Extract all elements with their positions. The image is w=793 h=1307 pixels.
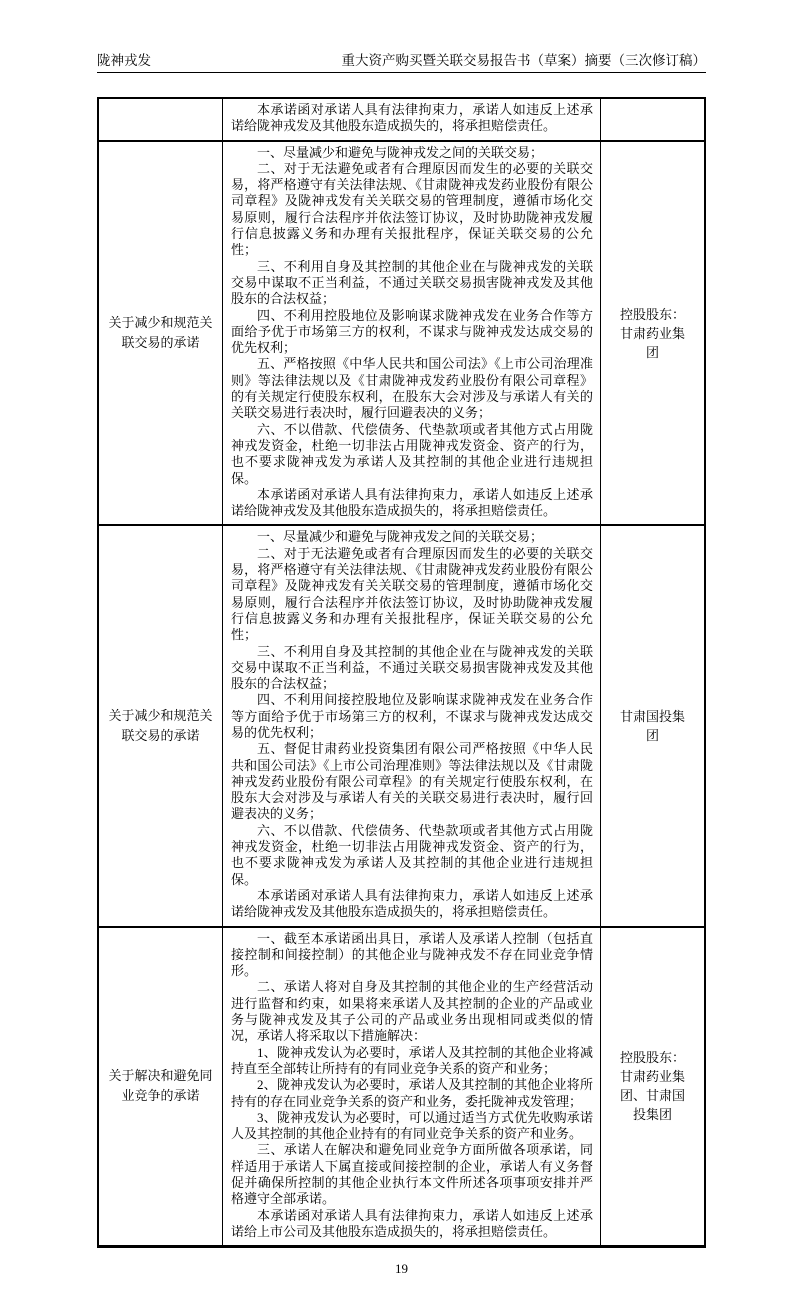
party-line: 控股股东： — [619, 1050, 685, 1066]
commitment-paragraph: 一、截至本承诺函出具日，承诺人及承诺人控制（包括直接控制和间接控制）的其他企业与陇神戎发不存在同业竞争情形。 — [231, 930, 593, 979]
commitment-content-cell — [223, 142, 600, 525]
table-row — [99, 140, 704, 525]
commitment-paragraph: 1、陇神戎发认为必要时，承诺人及其控制的其他企业将减持直至全部转让所持有的有同业竞争关系的资产和业务； — [231, 1044, 593, 1076]
commitment-party-cell — [600, 142, 704, 525]
commitment-title: 关于解决和避免同业竞争的承诺 — [108, 1068, 213, 1104]
commitment-paragraph: 三、不利用自身及其控制的其他企业在与陇神戎发的关联交易中谋取不正当利益，不通过关联交易损害陇神戎发及其他股东的合法权益； — [231, 643, 593, 692]
commitment-paragraph: 五、督促甘肃药业投资集团有限公司严格按照《中华人民共和国公司法》《上市公司治理准则》等法律法规以及《甘肃陇神戎发药业股份有限公司章程》的有关规定行使股东权利，在股东大会对涉及与承诺人有关的关联交易进行表决时，履行回避表决的义务； — [231, 741, 593, 822]
commitment-paragraph: 2、陇神戎发认为必要时，承诺人及其控制的其他企业将所持有的存在同业竞争关系的资产和业务，委托陇神戎发管理； — [231, 1077, 593, 1109]
commitment-content-cell — [223, 526, 600, 925]
commitment-paragraph: 四、不利用间接控股地位及影响谋求陇神戎发在业务合作等方面给予优于市场第三方的权利，不谋求与陇神戎发达成交易的优先权利； — [231, 692, 593, 740]
party-line: 团 — [645, 727, 659, 743]
table-row — [99, 926, 704, 1246]
party-line: 控股股东： — [619, 306, 685, 322]
commitment-title-cell — [99, 928, 223, 1246]
commitment-paragraph: 一、尽量减少和避免与陇神戎发之间的关联交易； — [257, 144, 544, 160]
commitment-paragraph: 四、不利用控股地位及影响谋求陇神戎发在业务合作等方面给予优于市场第三方的权利，不谋求与陇神戎发达成交易的优先权利； — [231, 307, 593, 356]
commitment-title: 关于减少和规范关联交易的承诺 — [108, 707, 213, 743]
party-line: 团 — [645, 344, 659, 360]
commitment-paragraph: 3、陇神戎发认为必要时，可以通过适当方式优先收购承诺人及其控制的其他企业持有的有同业竞争关系的资产和业务。 — [231, 1109, 593, 1142]
commitment-paragraph: 六、不以借款、代偿债务、代垫款项或者其他方式占用陇神戎发资金，杜绝一切非法占用陇神戎发资金、资产的行为，也不要求陇神戎发为承诺人及其控制的其他企业进行违规担保。 — [231, 421, 593, 486]
party-line: 甘肃药业集 — [619, 1069, 685, 1085]
commitment-paragraph: 二、对于无法避免或者有合理原因而发生的必要的关联交易，将严格遵守有关法律法规、《甘肃陇神戎发药业股份有限公司章程》及陇神戎发有关关联交易的管理制度，遵循市场化交易原则，履行合法程序并依法签订协议，及时协助陇神戎发履行信息披露义务和办理有关报批程序，保证关联交易的公允性； — [231, 545, 593, 643]
commitment-paragraph: 六、不以借款、代偿债务、代垫款项或者其他方式占用陇神戎发资金，杜绝一切非法占用陇神戎发资金、资产的行为，也不要求陇神戎发为承诺人及其控制的其他企业进行违规担保。 — [231, 822, 593, 887]
commitment-party-cell — [600, 928, 704, 1246]
commitment-party-cell — [600, 526, 704, 925]
commitment-content-cell — [223, 928, 600, 1246]
commitment-title-cell — [99, 99, 223, 140]
commitment-paragraph: 二、承诺人将对自身及其控制的其他企业的生产经营活动进行监督和约束，如果将来承诺人及其控制的企业的产品或业务与陇神戎发及其子公司的产品或业务出现相同或类似的情况，承诺人将采取以下措施解决： — [231, 979, 593, 1044]
commitments-table — [97, 97, 706, 1248]
commitment-paragraph: 本承诺函对承诺人具有法律拘束力，承诺人如违反上述承诺给陇神戎发及其他股东造成损失的，将承担赔偿责任。 — [231, 102, 593, 134]
commitment-party-cell — [600, 99, 704, 140]
page-footer — [97, 1261, 706, 1277]
commitment-title-cell — [99, 142, 223, 525]
commitment-title: 关于减少和规范关联交易的承诺 — [108, 315, 213, 350]
page-header — [97, 52, 706, 73]
commitment-paragraph: 本承诺函对承诺人具有法律拘束力，承诺人如违反上述承诺给上市公司及其他股东造成损失的，将承担赔偿责任。 — [231, 1207, 593, 1239]
table-row — [99, 524, 704, 925]
commitment-title-cell — [99, 526, 223, 925]
party-line: 团、甘肃国 — [619, 1088, 685, 1104]
commitment-paragraph: 本承诺函对承诺人具有法律拘束力，承诺人如违反上述承诺给陇神戎发及其他股东造成损失的，将承担赔偿责任。 — [231, 486, 593, 519]
table-row — [99, 99, 704, 140]
party-line: 投集团 — [632, 1107, 672, 1123]
doc-full-title: 重大资产购买暨关联交易报告书（草案）摘要（三次修订稿） — [341, 53, 706, 68]
doc-short-title: 陇神戎发 — [97, 53, 151, 68]
commitment-paragraph: 五、严格按照《中华人民共和国公司法》《上市公司治理准则》等法律法规以及《甘肃陇神戎发药业股份有限公司章程》的有关规定行使股东权利，在股东大会对涉及与承诺人有关的关联交易进行表决时，履行回避表决的义务； — [231, 356, 593, 421]
party-line: 甘肃药业集 — [619, 325, 685, 341]
page-number: 19 — [395, 1261, 408, 1277]
commitment-paragraph: 三、不利用自身及其控制的其他企业在与陇神戎发的关联交易中谋取不正当利益，不通过关联交易损害陇神戎发及其他股东的合法权益； — [231, 258, 593, 307]
commitment-paragraph: 本承诺函对承诺人具有法律拘束力，承诺人如违反上述承诺给陇神戎发及其他股东造成损失的，将承担赔偿责任。 — [231, 887, 593, 920]
party-line: 甘肃国投集 — [619, 708, 685, 724]
commitment-paragraph: 三、承诺人在解决和避免同业竞争方面所做各项承诺，同样适用于承诺人下属直接或间接控制的企业，承诺人有义务督促并确保所控制的其他企业执行本文件所述各项事项安排并严格遵守全部承诺。 — [231, 1142, 593, 1207]
commitment-content-cell — [223, 99, 600, 140]
commitment-paragraph: 二、对于无法避免或者有合理原因而发生的必要的关联交易，将严格遵守有关法律法规、《甘肃陇神戎发药业股份有限公司章程》及陇神戎发有关关联交易的管理制度，遵循市场化交易原则，履行合法程序并依法签订协议，及时协助陇神戎发履行信息披露义务和办理有关报批程序，保证关联交易的公允性； — [231, 160, 593, 258]
commitment-paragraph: 一、尽量减少和避免与陇神戎发之间的关联交易； — [257, 529, 544, 545]
